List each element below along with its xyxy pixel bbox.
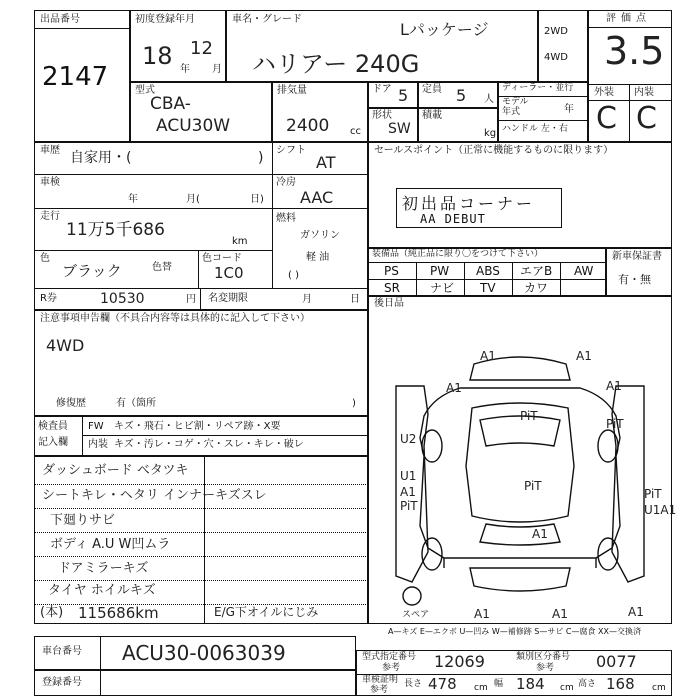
damage-mark-2: A1 (576, 349, 592, 363)
cc-unit: cc (350, 126, 361, 137)
history-close: ) (258, 150, 264, 166)
equip-navi: ナビ (430, 281, 455, 295)
wheel-front-right (598, 430, 618, 462)
interior-items: キズ・汚レ・コゲ・穴・スレ・キレ・破レ (114, 439, 304, 450)
chassis-value: ACU30-0063039 (122, 641, 286, 665)
equip-airbag: エアB (520, 264, 553, 278)
warranty-value: 有・無 (618, 273, 651, 286)
damage-mark-17: A1 (628, 605, 644, 619)
entry-label: 記入欄 (38, 437, 68, 448)
inspector-label: 検査員 (38, 421, 68, 432)
width-label: 幅 (494, 679, 504, 689)
damage-mark-13: U1A1 (644, 503, 677, 517)
damage-mark-10: U1 (400, 469, 417, 483)
class-value: 0077 (596, 652, 637, 671)
registration-box (34, 670, 356, 696)
damage-mark-8: PiT (524, 479, 542, 493)
repair-value: 有（箇所 (116, 398, 156, 409)
damage-mark-3: A1 (446, 381, 462, 395)
damage-mark-1: A1 (480, 349, 496, 363)
hand-note-7: 115686km (78, 604, 159, 622)
sales-label: セールスポイント（正常に機能するものに限ります） (374, 145, 614, 156)
capacity-value: 5 (456, 86, 467, 105)
car-diagram (368, 296, 672, 624)
hand-note-2: シートキレ・ヘタリ インナーキズスレ (42, 488, 267, 503)
exterior-grade: C (596, 101, 617, 136)
model-year-label: モデル年式 (502, 97, 529, 117)
color-label: 色 (40, 253, 50, 264)
first-reg-month: 12 (190, 38, 213, 59)
hand-note-5: ドアミラーキズ (58, 561, 149, 576)
type-ref-label: 参考 (382, 663, 401, 673)
class-label: 類別区分番号 (516, 652, 571, 662)
history-value: 自家用・( (70, 150, 132, 166)
hand-note-6: タイヤ ホイルキズ (48, 583, 156, 598)
width-unit: cm (560, 683, 574, 693)
damage-legend: A—キズ E—エクボ U—凹み W—補修跡 S—サビ C—腐食 XX—交換済 (388, 627, 642, 636)
exterior-label: 外装 (594, 87, 614, 98)
first-reg-month-unit: 月 (212, 64, 222, 75)
equip-ps: PS (384, 264, 399, 278)
registration-label: 登録番号 (42, 677, 82, 688)
inspection-year: 年 (128, 194, 138, 205)
spare-label: スペア (402, 610, 430, 620)
damage-mark-7: PiT (606, 417, 624, 431)
right-side-outline (612, 386, 644, 582)
damage-mark-16: A1 (552, 607, 568, 621)
rear-window-outline (480, 524, 560, 545)
drive-2wd: 2WD (544, 26, 568, 37)
car-grade-label: 車名・グレード (232, 14, 302, 25)
damage-mark-6: PiT (520, 409, 538, 423)
damage-mark-15: A1 (474, 607, 490, 621)
package-note: Lパッケージ (400, 20, 489, 39)
shape-value: SW (388, 121, 411, 137)
hand-note-4: ボディ A.U W凹ムラ (50, 537, 171, 552)
shift-value: AT (316, 153, 336, 172)
notes-label: 注意事項申告欄（不具合内容等は具体的に記入して下さい） (40, 313, 310, 324)
drive-4wd: 4WD (544, 52, 568, 63)
color-code: 1C0 (214, 264, 244, 282)
color-code-label: 色コード (202, 253, 242, 264)
length-value: 478 (428, 675, 457, 693)
person-unit: 人 (484, 94, 494, 105)
interior-label: 内装 (634, 87, 654, 98)
model-bottom: ACU30W (156, 116, 231, 136)
recycle-value: 10530 (100, 291, 145, 307)
notes-value: 4WD (46, 336, 85, 355)
debut-title: 初出品コーナー (402, 194, 536, 213)
class-ref-label: 参考 (536, 663, 555, 673)
equip-tv: TV (480, 281, 496, 295)
drive-box (538, 10, 588, 82)
damage-mark-9: PiT (400, 499, 418, 513)
dealer-label: ディーラー・並行 (502, 83, 574, 93)
score-value: 3.5 (604, 29, 665, 73)
rear-bumper-outline (470, 568, 570, 591)
damage-mark-11: A1 (400, 485, 416, 499)
damage-mark-14: A1 (532, 527, 548, 541)
equip-pw: PW (430, 264, 450, 278)
chassis-label: 車台番号 (42, 646, 82, 657)
wheel-rear-right (598, 538, 618, 570)
first-reg-label: 初度登録年月 (135, 14, 195, 25)
color-value: ブラック (62, 262, 122, 280)
name-change-month: 月 (302, 294, 312, 305)
name-change-label: 名変期限 (208, 293, 248, 304)
fw-label: FW (88, 421, 104, 432)
name-change-day: 日 (350, 294, 360, 305)
wheel-rear-left (422, 538, 442, 570)
hand-note-8: E/G下オイルにじみ (214, 605, 319, 619)
ac-label: 冷房 (276, 177, 296, 188)
model-top: CBA- (150, 94, 191, 114)
type-designation-value: 12069 (434, 652, 485, 671)
kg-unit: kg (484, 128, 497, 139)
history-label: 車歴 (40, 145, 60, 156)
rear-label: 後日品 (374, 298, 404, 309)
inspection-month: 月( (186, 194, 200, 205)
length-label: 長さ (404, 679, 423, 689)
ac-value: AAC (300, 188, 334, 207)
yen-unit: 円 (186, 294, 196, 305)
recycle-label: R券 (40, 293, 57, 304)
equip-leather: カワ (524, 281, 549, 295)
damage-mark-5: U2 (400, 432, 417, 446)
check-interior-label: 内装 (88, 439, 108, 450)
handle-label: ハンドル 左・右 (502, 124, 568, 134)
hand-note-prefix: (本) (40, 605, 64, 620)
height-unit: cm (652, 683, 666, 693)
first-reg-year-unit: 年 (180, 64, 190, 75)
displacement-label: 排気量 (277, 85, 307, 96)
km-unit: km (232, 236, 248, 247)
inspection-day: 日) (250, 194, 264, 205)
interior-grade: C (636, 101, 657, 136)
color-change: 色替 (152, 262, 172, 273)
mileage-value: 11万5千686 (66, 220, 165, 240)
shape-label: 形状 (372, 110, 392, 121)
cert-label: 車検証明 (362, 675, 399, 685)
left-side-outline (396, 386, 428, 582)
doors-value: 5 (398, 86, 409, 105)
cert-sub: 参考 (370, 685, 389, 695)
first-reg-year: 18 (142, 42, 173, 70)
model-year-unit: 年 (564, 104, 574, 115)
fuel-label: 燃料 (276, 213, 296, 224)
spare-tire (403, 587, 421, 605)
width-value: 184 (516, 675, 545, 693)
equip-abs: ABS (476, 264, 500, 278)
fuel-paren: ( ) (288, 270, 299, 281)
height-label: 高さ (578, 679, 597, 689)
equipment-label: 装備品（純正品に限り〇をつけて下さい） (372, 249, 544, 259)
type-designation-label: 型式指定番号 (362, 652, 417, 662)
length-unit: cm (474, 683, 488, 693)
repair-close: ) (352, 398, 356, 409)
lot-label: 出品番号 (40, 14, 80, 25)
damage-mark-4: A1 (606, 379, 622, 393)
height-value: 168 (606, 675, 635, 693)
load-label: 積載 (422, 110, 442, 121)
hand-note-1: ダッシュボード ベタツキ (42, 463, 189, 478)
debut-sub: AA DEBUT (420, 212, 486, 226)
capacity-label: 定員 (422, 84, 442, 95)
score-label: 評価点 (606, 13, 651, 24)
repair-label: 修復歴 (56, 398, 86, 409)
equip-aw: AW (574, 264, 594, 278)
warranty-label: 新車保証書 (612, 251, 662, 262)
displacement-value: 2400 (286, 116, 330, 136)
damage-mark-12: PiT (644, 487, 662, 501)
fuel-diesel: 軽 油 (306, 252, 330, 263)
model-label: 型式 (135, 85, 155, 96)
car-name: ハリアー 240G (252, 50, 420, 78)
equip-sr: SR (384, 281, 400, 295)
lot-number: 2147 (42, 62, 109, 92)
fuel-gas: ガソリン (300, 230, 340, 241)
doors-label: ドア (372, 84, 392, 95)
inspection-label: 車検 (40, 177, 60, 188)
fw-items: キズ・飛石・ヒビ割・リペア跡・X要 (114, 421, 281, 432)
shift-label: シフト (276, 145, 306, 156)
hand-note-3: 下廻りサビ (50, 513, 116, 528)
wheel-front-left (422, 430, 442, 462)
mileage-label: 走行 (40, 211, 60, 222)
